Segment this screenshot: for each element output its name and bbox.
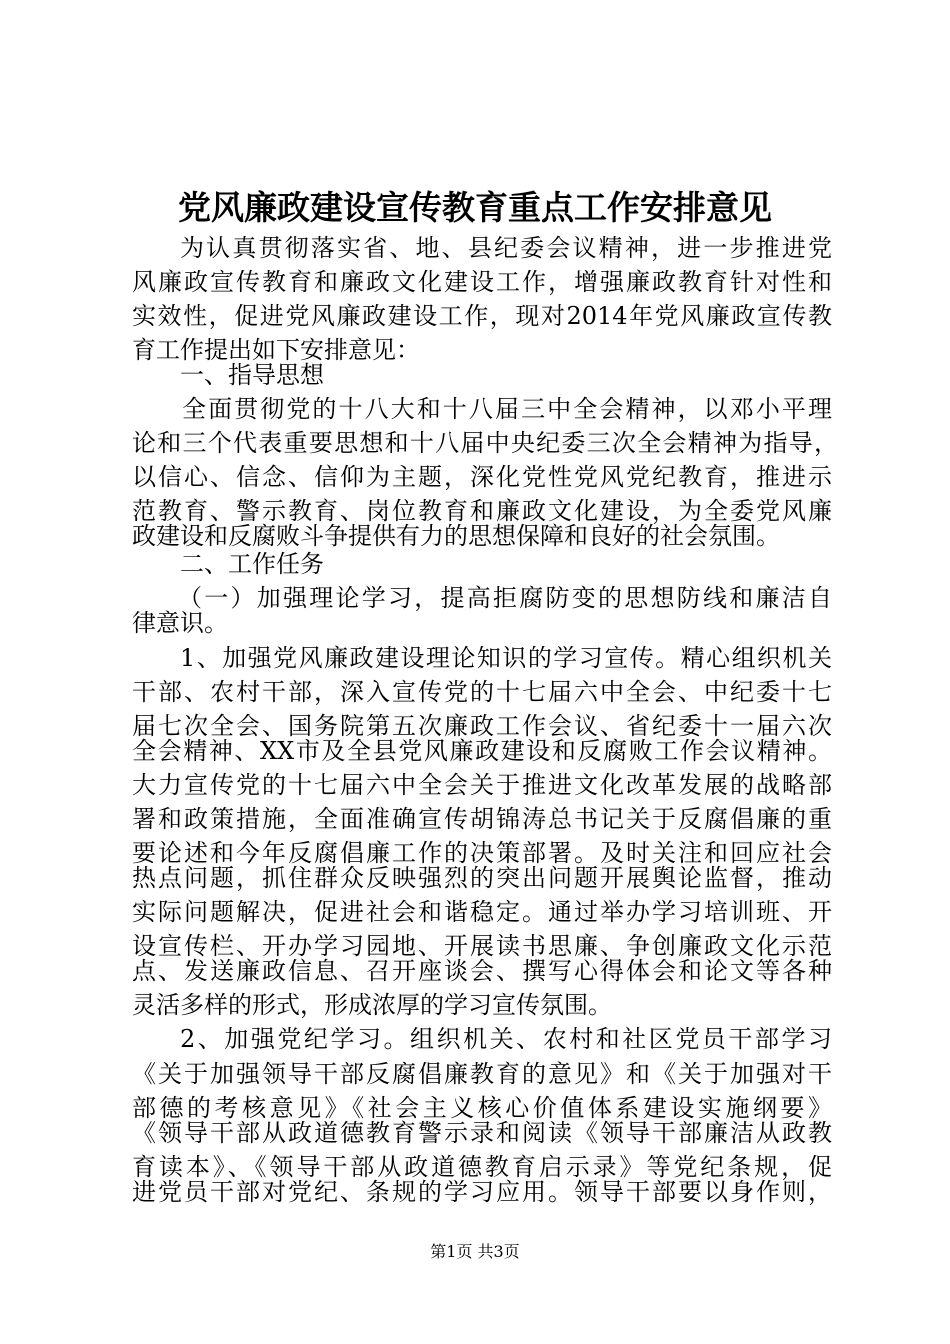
paragraph-line: 灵活多样的形式，形成浓厚的学习宣传氛围。: [132, 991, 612, 1019]
document-title: 党风廉政建设宣传教育重点工作安排意见: [178, 188, 772, 227]
paragraph-line: 届七次全会、国务院第五次廉政工作会议、省纪委十一届六次: [132, 712, 832, 740]
paragraph-line: 《领导干部从政道德教育警示录和阅读《领导干部廉洁从政教: [132, 1119, 832, 1147]
paragraph-line: 进党员干部对党纪、条规的学习应用。领导干部要以身作则，: [132, 1178, 832, 1206]
paragraph-line: 干部、农村干部，深入宣传党的十七届六中全会、中纪委十七: [132, 678, 832, 706]
page-footer: 第1页 共3页: [430, 1242, 520, 1261]
paragraph-line: 点、发送廉政信息、召开座谈会、撰写心得体会和论文等各种: [132, 957, 832, 985]
paragraph-line: 范教育、警示教育、岗位教育和廉政文化建设，为全委党风廉: [132, 497, 832, 525]
paragraph-line: 署和政策措施，全面准确宣传胡锦涛总书记关于反腐倡廉的重: [132, 805, 832, 833]
paragraph-line: 以信心、信念、信仰为主题，深化党性党风党纪教育，推进示: [132, 463, 832, 491]
paragraph-line: 《关于加强领导干部反腐倡廉教育的意见》和《关于加强对干: [132, 1060, 832, 1088]
paragraph-line: 热点问题，抓住群众反映强烈的突出问题开展舆论监督，推动: [132, 864, 832, 892]
paragraph-line: 部德的考核意见》《社会主义核心价值体系建设实施纲要》: [132, 1094, 832, 1122]
paragraph-line: 风廉政宣传教育和廉政文化建设工作，增强廉政教育针对性和: [132, 268, 832, 296]
paragraph-line: 育读本》、《领导干部从政道德教育启示录》等党纪条规，促: [132, 1153, 832, 1181]
subsection-heading: 律意识。: [132, 609, 228, 637]
paragraph-line: 实际问题解决，促进社会和谐稳定。通过举办学习培训班、开: [132, 898, 832, 926]
paragraph-line: 2、加强党纪学习。组织机关、农村和社区党员干部学习: [180, 1025, 832, 1053]
paragraph-line: 论和三个代表重要思想和十八届中央纪委三次全会精神为指导，: [132, 429, 838, 457]
subsection-heading: （一）加强理论学习，提高拒腐防变的思想防线和廉洁自: [178, 584, 832, 612]
paragraph-line: 1、加强党风廉政建设理论知识的学习宣传。精心组织机关: [180, 644, 832, 672]
paragraph-line: 全面贯彻党的十八大和十八届三中全会精神，以邓小平理: [182, 395, 832, 423]
paragraph-line: 大力宣传党的十七届六中全会关于推进文化改革发展的战略部: [132, 771, 832, 799]
paragraph-line: 实效性，促进党风廉政建设工作，现对2014年党风廉政宣传教: [132, 302, 832, 330]
section-heading: 二、工作任务: [180, 550, 324, 578]
section-heading: 一、指导思想: [180, 361, 324, 389]
paragraph-line: 政建设和反腐败斗争提供有力的思想保障和良好的社会氛围。: [132, 522, 780, 550]
paragraph-line: 要论述和今年反腐倡廉工作的决策部署。及时关注和回应社会: [132, 839, 832, 867]
paragraph-line: 设宣传栏、开办学习园地、开展读书思廉、争创廉政文化示范: [132, 932, 832, 960]
paragraph-line: 育工作提出如下安排意见：: [132, 336, 420, 364]
paragraph-line: 为认真贯彻落实省、地、县纪委会议精神，进一步推进党: [180, 234, 832, 262]
paragraph-line: 全会精神、XX市及全县党风廉政建设和反腐败工作会议精神。: [132, 737, 832, 765]
